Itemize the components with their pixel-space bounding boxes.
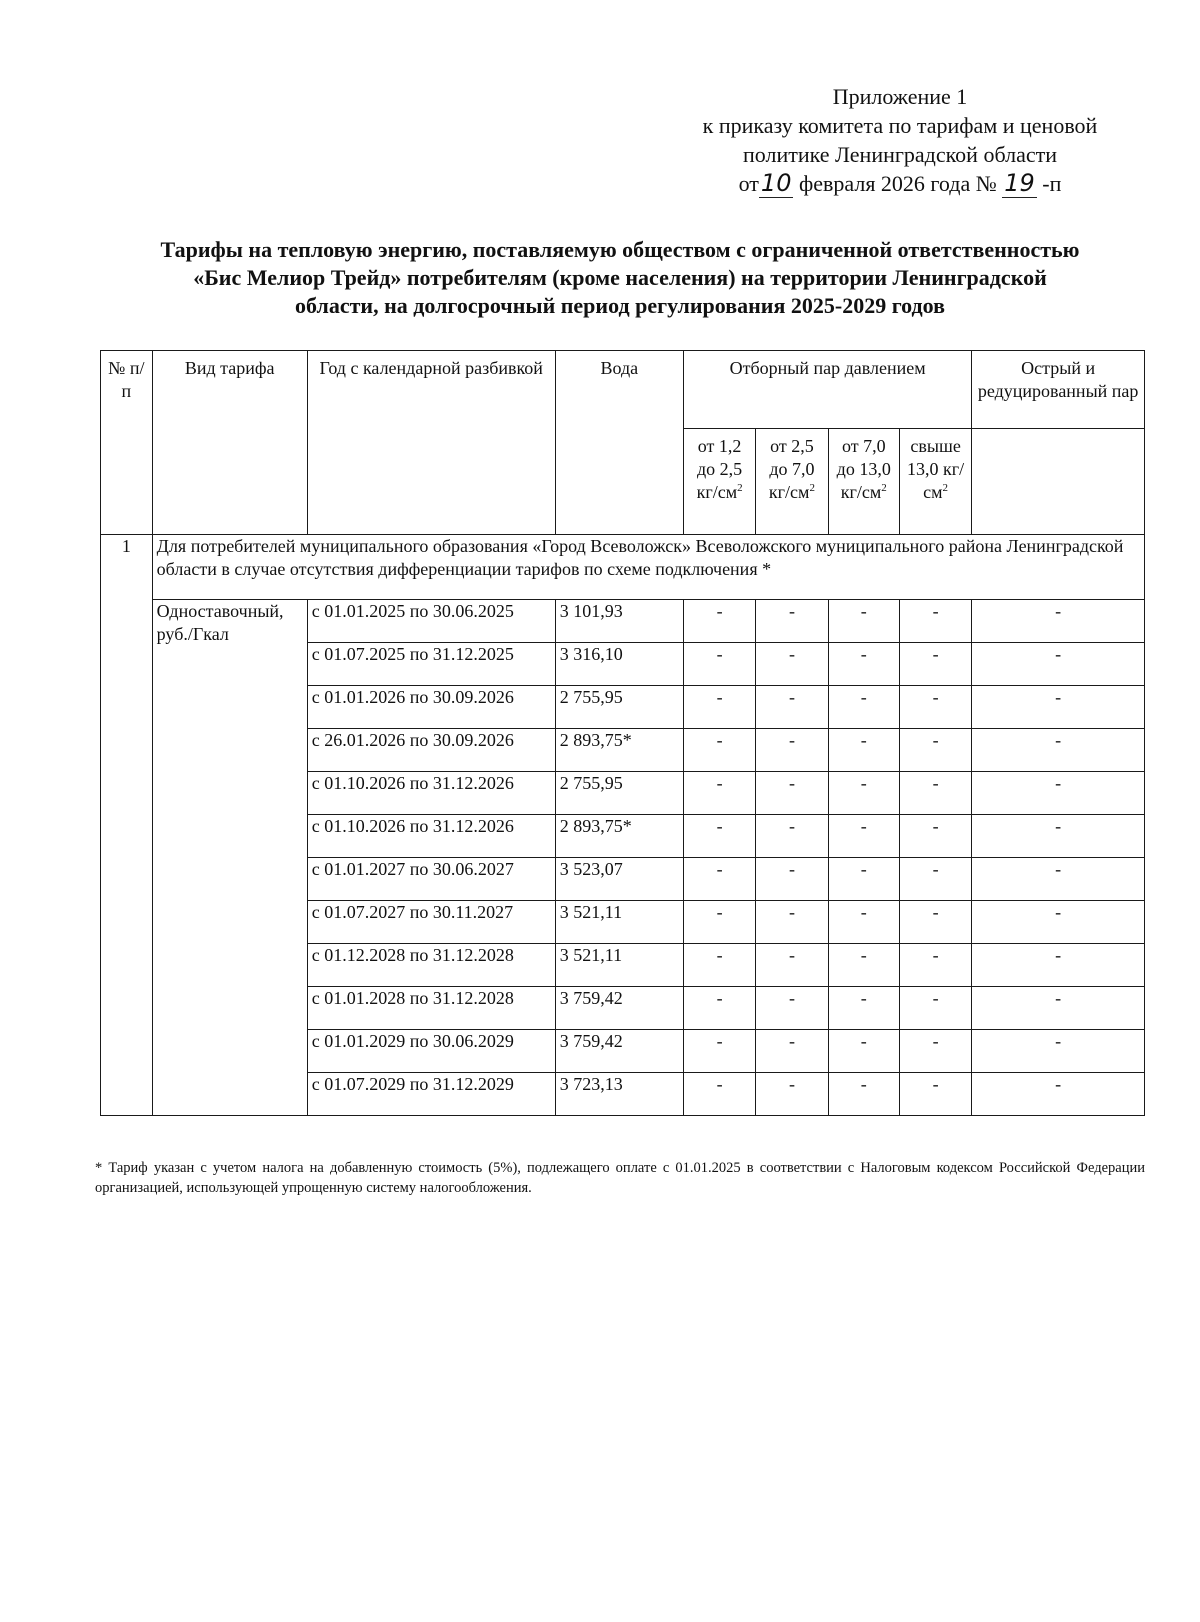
water-value-cell: 3 101,93 [555, 600, 683, 643]
water-value-cell: 2 893,75* [555, 815, 683, 858]
period-cell: с 01.07.2025 по 31.12.2025 [307, 643, 555, 686]
period-cell: с 26.01.2026 по 30.09.2026 [307, 729, 555, 772]
dash-cell: - [972, 944, 1145, 987]
dash-cell: - [756, 600, 828, 643]
dash-cell: - [972, 772, 1145, 815]
order-number: 19 [1004, 169, 1035, 197]
dash-cell: - [756, 944, 828, 987]
header-pressure-3: от 7,0 до 13,0 $кг/см^2$ [828, 429, 899, 535]
dash-cell: - [972, 858, 1145, 901]
period-cell: с 01.12.2028 по 31.12.2028 [307, 944, 555, 987]
dash-cell: - [683, 944, 755, 987]
period-cell: с 01.01.2027 по 30.06.2027 [307, 858, 555, 901]
dash-cell: - [972, 815, 1145, 858]
dash-cell: - [972, 1030, 1145, 1073]
dash-cell: - [756, 987, 828, 1030]
date-day: 10 [760, 169, 792, 197]
period-cell: с 01.01.2025 по 30.06.2025 [307, 600, 555, 643]
dash-cell: - [899, 1073, 971, 1116]
dash-cell: - [972, 1073, 1145, 1116]
dash-cell: - [756, 643, 828, 686]
water-value-cell: 3 316,10 [555, 643, 683, 686]
dash-cell: - [828, 901, 899, 944]
date-prefix: от [738, 171, 759, 196]
tariff-table [100, 350, 1145, 1116]
header-type: Вид тарифа [152, 351, 307, 535]
dash-cell: - [756, 858, 828, 901]
appendix-block [640, 82, 1160, 198]
header-pressure-2: от 2,5 до 7,0 $кг/см^2$ [756, 429, 828, 535]
water-value-cell: 3 523,07 [555, 858, 683, 901]
dash-cell: - [899, 858, 971, 901]
dash-cell: - [683, 1030, 755, 1073]
dash-cell: - [756, 1073, 828, 1116]
order-suffix: -п [1042, 171, 1062, 196]
dash-cell: - [756, 815, 828, 858]
dash-cell: - [972, 729, 1145, 772]
dash-cell: - [683, 815, 755, 858]
dash-cell: - [828, 772, 899, 815]
dash-cell: - [972, 600, 1145, 643]
water-value-cell: 3 521,11 [555, 944, 683, 987]
dash-cell: - [972, 643, 1145, 686]
appendix-line3: политике Ленинградской области [742, 142, 1057, 167]
dash-cell: - [683, 643, 755, 686]
appendix-line2: к приказу комитета по тарифам и ценовой [702, 113, 1098, 138]
table-row [101, 600, 1145, 643]
dash-cell: - [899, 600, 971, 643]
dash-cell: - [828, 987, 899, 1030]
period-cell: с 01.01.2028 по 31.12.2028 [307, 987, 555, 1030]
title-line1: Тарифы на тепловую энергию, поставляемую обществом с ограниченной ответственностью [160, 237, 1080, 262]
header-sharp-steam: Острый и редуцированный пар [972, 351, 1145, 429]
header-pressure-4: свыше 13,0 $кг/см^2$ [899, 429, 971, 535]
dash-cell: - [972, 901, 1145, 944]
dash-cell: - [828, 1030, 899, 1073]
dash-cell: - [756, 772, 828, 815]
appendix-line1: Приложение 1 [832, 84, 968, 109]
dash-cell: - [972, 987, 1145, 1030]
water-value-cell: 3 521,11 [555, 901, 683, 944]
dash-cell: - [828, 686, 899, 729]
header-water: Вода [555, 351, 683, 535]
date-middle: февраля 2026 года № [798, 171, 997, 196]
dash-cell: - [683, 987, 755, 1030]
period-cell: с 01.01.2029 по 30.06.2029 [307, 1030, 555, 1073]
group-description: Для потребителей муниципального образования «Город Всеволожск» Всеволожского муниципального района Ленинградской области в случае отсутствия дифференциации тарифов по схеме подключения * [152, 535, 1144, 600]
dash-cell: - [899, 815, 971, 858]
water-value-cell: 2 755,95 [555, 686, 683, 729]
footnote: * Тариф указан с учетом налога на добавленную стоимость (5%), подлежащего оплате с 01.01.2025 в соответствии с Налоговым кодексом Российской Федерации организацией, использующей упрощенную систему налогообложения. [95, 1160, 1145, 1196]
tariff-type: Одноставочный, руб./Гкал [152, 600, 307, 1116]
dash-cell: - [828, 643, 899, 686]
water-value-cell: 3 759,42 [555, 1030, 683, 1073]
dash-cell: - [899, 772, 971, 815]
dash-cell: - [828, 729, 899, 772]
dash-cell: - [828, 858, 899, 901]
dash-cell: - [683, 858, 755, 901]
dash-cell: - [899, 1030, 971, 1073]
document-title [100, 236, 1140, 320]
water-value-cell: 3 723,13 [555, 1073, 683, 1116]
header-sharp-empty [972, 429, 1145, 535]
period-cell: с 01.10.2026 по 31.12.2026 [307, 815, 555, 858]
dash-cell: - [756, 729, 828, 772]
header-steam: Отборный пар давлением [683, 351, 971, 429]
header-num: № п/п [101, 351, 153, 535]
period-cell: с 01.10.2026 по 31.12.2026 [307, 772, 555, 815]
dash-cell: - [899, 987, 971, 1030]
title-line3: области, на долгосрочный период регулирования 2025-2029 годов [295, 293, 945, 318]
dash-cell: - [828, 815, 899, 858]
dash-cell: - [899, 729, 971, 772]
dash-cell: - [756, 686, 828, 729]
dash-cell: - [683, 901, 755, 944]
dash-cell: - [828, 944, 899, 987]
dash-cell: - [828, 1073, 899, 1116]
dash-cell: - [756, 1030, 828, 1073]
dash-cell: - [683, 729, 755, 772]
dash-cell: - [899, 901, 971, 944]
appendix-date-line [640, 169, 1160, 198]
water-value-cell: 2 755,95 [555, 772, 683, 815]
water-value-cell: 2 893,75* [555, 729, 683, 772]
dash-cell: - [756, 901, 828, 944]
dash-cell: - [899, 686, 971, 729]
dash-cell: - [899, 944, 971, 987]
period-cell: с 01.07.2029 по 31.12.2029 [307, 1073, 555, 1116]
header-pressure-1: от 1,2 до 2,5 $кг/см^2$ [683, 429, 755, 535]
dash-cell: - [683, 600, 755, 643]
dash-cell: - [683, 1073, 755, 1116]
group-row [101, 535, 1145, 600]
dash-cell: - [828, 600, 899, 643]
dash-cell: - [683, 772, 755, 815]
period-cell: с 01.01.2026 по 30.09.2026 [307, 686, 555, 729]
group-number: 1 [101, 535, 153, 1116]
period-cell: с 01.07.2027 по 30.11.2027 [307, 901, 555, 944]
header-period: Год с календарной разбивкой [307, 351, 555, 535]
dash-cell: - [899, 643, 971, 686]
dash-cell: - [972, 686, 1145, 729]
dash-cell: - [683, 686, 755, 729]
title-line2: «Бис Мелиор Трейд» потребителям (кроме населения) на территории Ленинградской [193, 265, 1047, 290]
water-value-cell: 3 759,42 [555, 987, 683, 1030]
